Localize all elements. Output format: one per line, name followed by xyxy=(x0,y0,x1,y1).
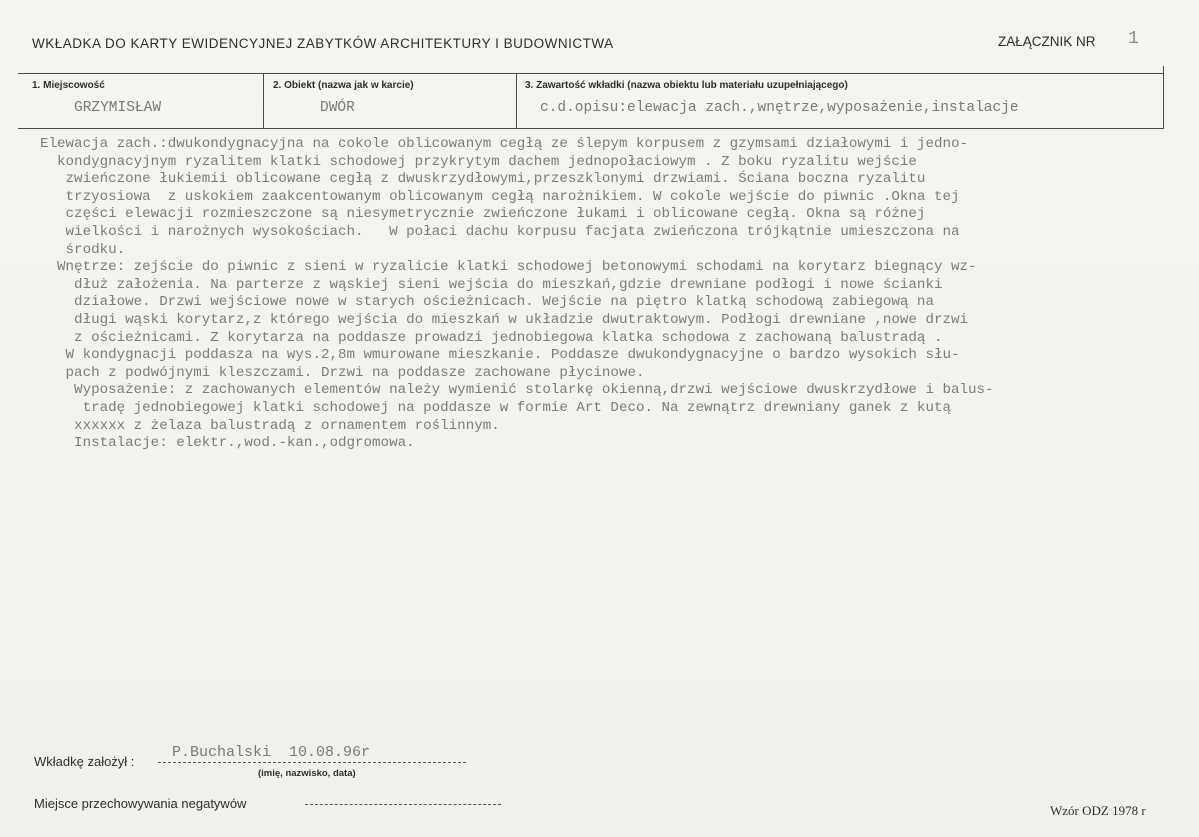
header-bottom-rule xyxy=(18,128,1164,129)
field-divider-1 xyxy=(263,73,264,129)
attachment-number: 1 xyxy=(1128,29,1139,49)
body-line: środku. xyxy=(40,241,126,258)
body-line: zwieńczone łukiemii oblicowane cegłą z dwuskrzydłowymi,przeszklonymi drzwiami. Ściana boczna ryzalitu xyxy=(40,171,926,188)
founder-sublabel: (imię, nazwisko, data) xyxy=(258,768,356,779)
object-value: DWÓR xyxy=(320,100,355,116)
body-line: Wyposażenie: z zachowanych elementów należy wymienić stolarkę okienną,drzwi wejściowe dwuskrzydłowe i balus- xyxy=(40,382,994,399)
locality-value: GRZYMISŁAW xyxy=(74,100,162,116)
content-value: c.d.opisu:elewacja zach.,wnętrze,wyposażenie,instalacje xyxy=(540,100,1019,116)
body-line: Wnętrze: zejście do piwnic z sieni w ryzalicie klatki schodowej betonowymi schodami na korytarz biegnący wz- xyxy=(40,259,977,276)
body-line: z ościeżnicami. Z korytarza na poddasze prowadzi jednobiegowa klatka schodowa z zachowaną balustradą . xyxy=(40,329,943,346)
description-body xyxy=(40,136,1190,453)
locality-label: 1. Miejscowość xyxy=(32,80,105,91)
body-line: Elewacja zach.:dwukondygnacyjna na cokole oblicowanym cegłą ze ślepym korpusem z gzymsami działowymi i jedno- xyxy=(40,136,969,152)
body-line: wielkości i narożnych wysokościach. W połaci dachu korpusu facjata zwieńczona trójkątnie umieszczona na xyxy=(40,223,960,240)
body-line: części elewacji rozmieszczone są niesymetrycznie zwieńczone łukami i oblicowane cegłą. Okna są różnej xyxy=(40,206,926,223)
founder-value: P.Buchalski 10.08.96r xyxy=(172,744,371,761)
body-line: xxxxxx z żelaza balustradą z ornamentem roślinnym. xyxy=(40,417,500,434)
attachment-label: ZAŁĄCZNIK NR xyxy=(998,34,1096,49)
founder-label: Wkładkę założył : xyxy=(34,754,135,769)
body-line: pach z podwójnymi kleszczami. Drzwi na poddasze zachowane płycinowe. xyxy=(40,364,645,381)
body-line: trzyosiowa z uskokiem zaakcentowanym oblicowanym cegłą narożnikiem. W cokole wejście do piwnic .Okna tej xyxy=(40,188,960,205)
body-line: W kondygnacji poddasza na wys.2,8m wmurowane mieszkanie. Poddasze dwukondygnacyjne o bardzo wysokich słu- xyxy=(40,347,960,364)
founder-line xyxy=(158,762,466,763)
object-label: 2. Obiekt (nazwa jak w karcie) xyxy=(273,80,414,91)
body-line: działowe. Drzwi wejściowe nowe w starych ościeżnicach. Wejście na piętro klatką schodową zabiegową na xyxy=(40,294,934,311)
field-divider-right xyxy=(1163,66,1164,129)
negatives-label: Miejsce przechowywania negatywów xyxy=(34,796,247,811)
body-line: Instalacje: elektr.,wod.-kan.,odgromowa. xyxy=(40,435,415,452)
body-line: długi wąski korytarz,z którego wejścia do mieszkań w układzie dwutraktowym. Podłogi drewniane ,nowe drzwi xyxy=(40,311,969,328)
body-line: tradę jednobiegowej klatki schodowej na poddasze w formie Art Deco. Na zewnątrz drewniany ganek z kutą xyxy=(40,399,951,416)
negatives-line xyxy=(305,804,501,805)
field-divider-2 xyxy=(516,73,517,129)
header-top-rule xyxy=(18,73,1164,74)
card-title: WKŁADKA DO KARTY EWIDENCYJNEJ ZABYTKÓW ARCHITEKTURY I BUDOWNICTWA xyxy=(32,36,614,51)
content-label: 3. Zawartość wkładki (nazwa obiektu lub materiału uzupełniającego) xyxy=(525,80,848,91)
body-line: dłuż założenia. Na parterze z wąskiej sieni wejścia do mieszkań,gdzie drewniane podłogi i nowe ścianki xyxy=(40,276,943,293)
form-code: Wzór ODZ 1978 r xyxy=(1050,803,1146,818)
body-line: kondygnacyjnym ryzalitem klatki schodowej przykrytym dachem jednopołaciowym . Z boku ryzalitu wejście xyxy=(40,153,917,170)
